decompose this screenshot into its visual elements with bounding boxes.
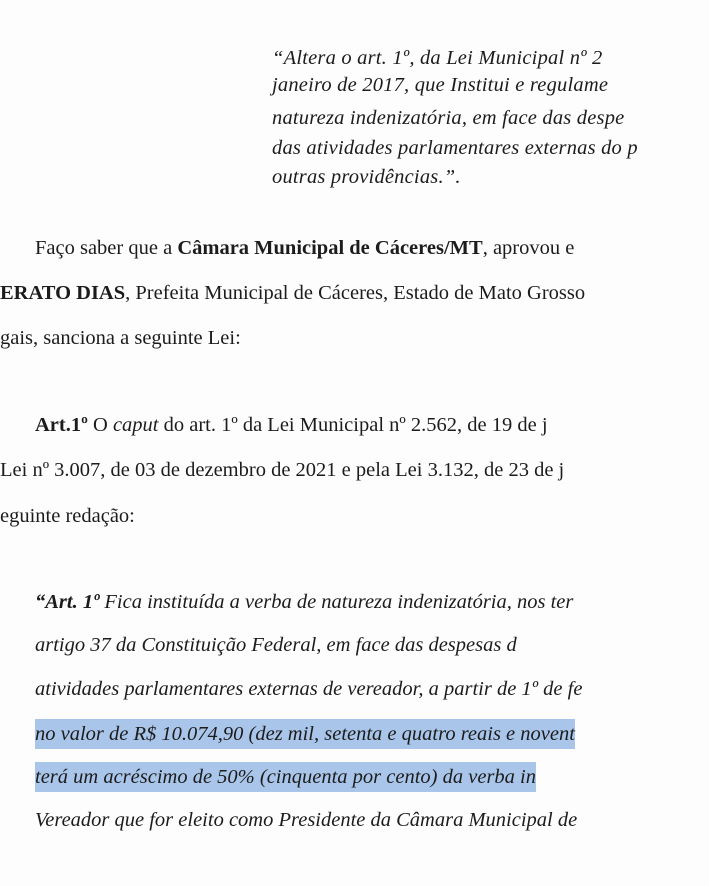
chamber-name: Câmara Municipal de Cáceres/MT [177, 237, 483, 259]
article-line: Lei nº 3.007, de 03 de dezembro de 2021 e pela Lei 3.132, de 23 de j [0, 459, 565, 481]
quote-line [35, 722, 575, 746]
quote-line: atividades parlamentares externas de vereador, a partir de 1º de fe [35, 678, 583, 700]
caput-term: caput [112, 414, 159, 436]
mayor-name: ERATO DIAS [0, 282, 126, 304]
article-label: Art.1º [35, 414, 88, 436]
article-text: O [87, 414, 113, 436]
article-line: eguinte redação: [0, 505, 135, 527]
ementa-line: outras providências.”. [272, 166, 461, 188]
preamble-line: gais, sanciona a seguinte Lei: [0, 327, 241, 349]
preamble-line [35, 236, 574, 260]
quote-line [35, 765, 536, 789]
quote-article-label: “Art. 1º [35, 591, 100, 613]
ementa-line: janeiro de 2017, que Institui e regulame [272, 74, 609, 96]
preamble-line [0, 281, 585, 305]
article-text: do art. 1º da Lei Municipal nº 2.562, de 19 de j [158, 414, 548, 436]
ementa-line: natureza indenizatória, em face das despe [272, 107, 625, 129]
preamble-text: , aprovou e [482, 237, 575, 259]
quote-line: Vereador que for eleito como Presidente da Câmara Municipal de [35, 809, 578, 831]
preamble-text: , Prefeita Municipal de Cáceres, Estado de Mato Grosso [125, 282, 586, 304]
quote-line [35, 590, 573, 614]
ementa-line: das atividades parlamentares externas do p [272, 137, 638, 159]
ementa-line: “Altera o art. 1º, da Lei Municipal nº 2 [272, 47, 603, 69]
quote-line: artigo 37 da Constituição Federal, em face das despesas d [35, 634, 517, 656]
preamble-text: Faço saber que a [35, 237, 178, 259]
highlighted-text: no valor de R$ 10.074,90 (dez mil, setenta e quatro reais e novent [35, 719, 575, 749]
highlighted-text: terá um acréscimo de 50% (cinquenta por cento) da verba in [35, 762, 536, 792]
article-line [35, 413, 548, 437]
quote-text: Fica instituída a verba de natureza indenizatória, nos ter [99, 591, 574, 613]
